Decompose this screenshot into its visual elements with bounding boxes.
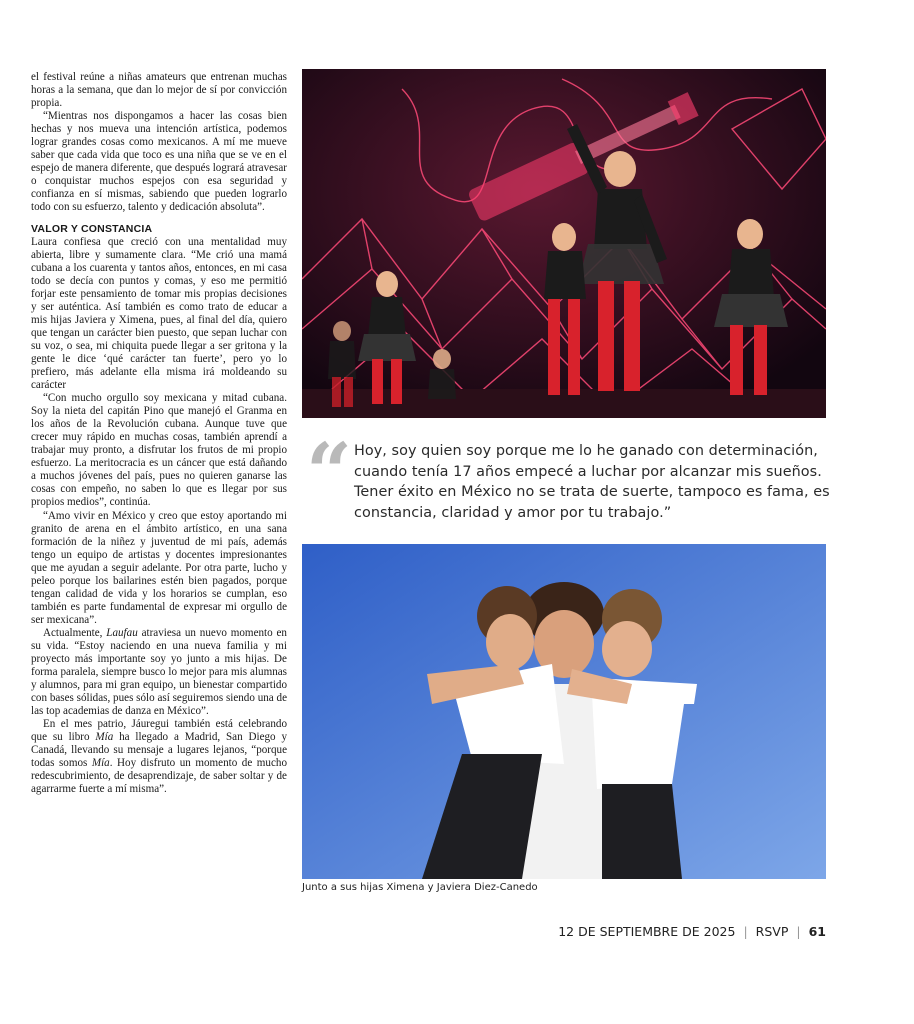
issue-date: 12 DE SEPTIEMBRE DE 2025: [558, 924, 736, 939]
footer-divider: |: [743, 924, 748, 939]
article-paragraph: “Amo vivir en México y creo que estoy aportando mi granito de arena en el ámbito artístico, en una sana formación de la niñez y juventud de mi país, además tengo un equipo de artistas y docentes impresionantes que me ayudan a seguir adelante. Por otra parte, lucho y peleo porque los bailarines estén bien pagados, porque tengan calidad de vida y los horarios se cumplan, eso también es parte fundamental de expresar mi orgullo de ser mexicana”.: [31, 509, 287, 626]
page-footer: [558, 924, 826, 939]
article-paragraph: “Con mucho orgullo soy mexicana y mitad cubana. Soy la nieta del capitán Pino que manejó el Granma en los años de la Revolución cubana. Aunque tuve que crecer muy rápido en muchas cosas, también aprendí a trabajar muy pronto, a disfrutar los frutos de mi propio esfuerzo. La meritocracia es un cáncer que está dañando a muchos jóvenes del país, pues no quieren ganarse las cosas con empeño, no saben lo que es llegar por sus propios medios”, continúa.: [31, 392, 287, 509]
article-body: [31, 71, 287, 797]
page-number: 61: [808, 924, 826, 939]
article-paragraph: el festival reúne a niñas amateurs que entrenan muchas horas a la semana, que dan lo mejor de sí por convicción propia.: [31, 71, 287, 110]
photo-caption: Junto a sus hijas Ximena y Javiera Diez-Canedo: [302, 882, 538, 893]
article-paragraph: Actualmente, Laufau atraviesa un nuevo momento en su vida. “Estoy naciendo en una nueva familia y mi proyecto más importante soy yo junto a mis hijas. De forma paralela, siempre busco lo mejor para mis alumnas y alumnos, para mi gran equipo, un bienestar compartido con bases sólidas, pues sólo así seguiremos siendo una de las top academias de danza en México”.: [31, 626, 287, 718]
quote-mark-icon: “: [306, 425, 353, 519]
family-hug-photo: [302, 544, 826, 879]
magazine-name: RSVP: [755, 924, 789, 939]
footer-divider: |: [796, 924, 801, 939]
article-paragraph: Laura confiesa que creció con una mentalidad muy abierta, libre y sumamente clara. “Me crió una mamá cubana a los cuarenta y tantos años, entonces, en mi casa todo se decía con puntos y comas, y eso me permitió forjar este pensamiento de tomar mis propias decisiones y ser auténtica. Así también es como trato de educar a mis hijas Javiera y Ximena, pues, al final del día, quiero que tengan un carácter bien puesto, que sepan luchar con su voz, o sea, mi chiquita puede llegar a ser gritona y la gente le dice ‘qué carácter tan fuerte’, pero yo lo prefiero, más adelante ella misma irá moldeando su carácter: [31, 235, 287, 392]
pull-quote: Hoy, soy quien soy porque me lo he ganado con determinación, cuando tenía 17 años empecé a luchar por alcanzar mis sueños. Tener éxito en México no se trata de suerte, tampoco es fama, es constancia, claridad y amor por tu trabajo.”: [354, 443, 830, 521]
article-paragraph: En el mes patrio, Jáuregui también está celebrando que su libro Mía ha llegado a Madrid, San Diego y Canadá, llevando su mensaje a lugares lejanos, “porque todas somos Mía. Hoy disfruto un momento de mucho redescubrimiento, de desaprendizaje, de saber soltar y de agarrarme fuerte a mí misma”.: [31, 718, 287, 796]
article-paragraph: “Mientras nos dispongamos a hacer las cosas bien hechas y nos mueva una intención artística, podemos lograr grandes cosas como mexicanos. A mí me mueve saber que cada vida que toco es una niña que se ve en el espejo de manera diferente, que después logrará atravesar o conquistar muchos espejos con esa seguridad y confianza en sí mismas, sabiendo que pueden lograrlo todo con su esfuerzo, talento y dedicación absoluta”.: [31, 110, 287, 214]
section-heading: VALOR Y CONSTANCIA: [31, 222, 153, 235]
stage-performance-photo: [302, 69, 826, 418]
